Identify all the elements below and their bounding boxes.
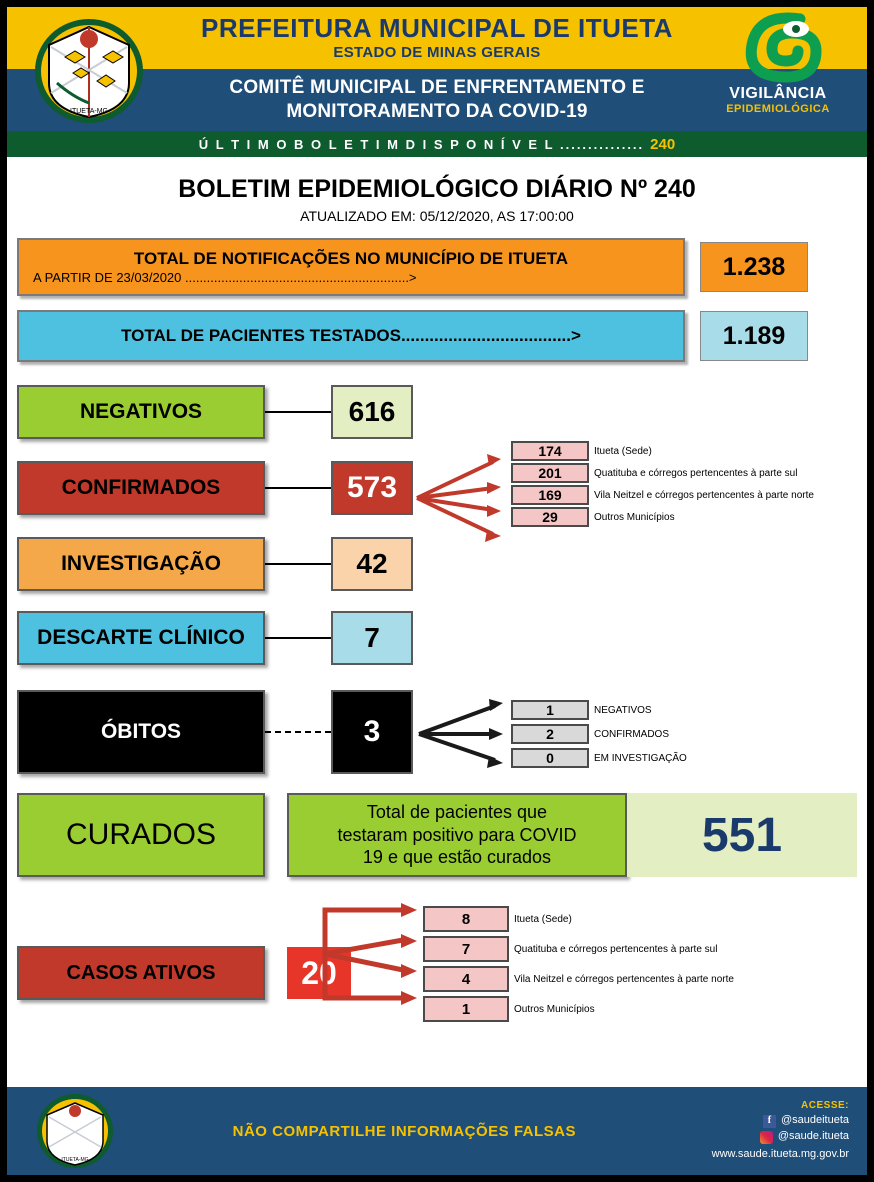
breakdown-item: [511, 698, 687, 722]
coat-of-arms-icon: [29, 13, 149, 125]
page-footer: [7, 1087, 867, 1175]
row-descarte-clinico: [17, 610, 857, 666]
breakdown-text: Itueta (Sede): [594, 445, 652, 457]
breakdown-value: 169: [511, 485, 589, 505]
breakdown-item: [511, 484, 814, 506]
breakdown-value: 1: [423, 996, 509, 1022]
total-notifications-sublabel: A PARTIR DE 23/03/2020 ..............................................................>: [33, 270, 417, 285]
value-investigacao: 42: [331, 537, 413, 591]
total-tested-bar: [17, 310, 685, 362]
vigilancia-emblem-icon: [730, 11, 826, 83]
breakdown-text: Vila Neitzel e córregos pertencentes à parte norte: [594, 489, 814, 501]
vigilancia-label-2: EPIDEMIOLÓGICA: [726, 103, 830, 115]
row-casos-ativos: [17, 904, 857, 1018]
value-obitos: 3: [331, 690, 413, 774]
breakdown-text: NEGATIVOS: [594, 704, 652, 716]
svg-text:ITUETA-MG: ITUETA-MG: [70, 108, 108, 115]
connector-line: [265, 411, 331, 413]
last-bulletin-number: 240: [650, 135, 676, 153]
breakdown-text: Quatituba e córregos pertencentes à parte sul: [594, 467, 798, 479]
svg-text:ITUETA-MG: ITUETA-MG: [61, 1157, 89, 1163]
committee-line-1: COMITÊ MUNICIPAL DE ENFRENTAMENTO E: [229, 77, 645, 99]
breakdown-item: [423, 994, 734, 1024]
breakdown-item: [511, 506, 814, 528]
footer-website[interactable]: www.saude.itueta.mg.gov.br: [711, 1148, 849, 1161]
facebook-icon: f: [763, 1115, 776, 1128]
breakdown-item: [511, 746, 687, 770]
curados-desc-line-3: 19 e que estão curados: [362, 847, 552, 868]
total-notifications-row: [17, 238, 857, 296]
connector-line-dashed: [265, 731, 331, 733]
connector-line: [265, 637, 331, 639]
row-curados: [17, 792, 857, 878]
breakdown-value: 0: [511, 748, 589, 768]
breakdown-item: [511, 722, 687, 746]
value-curados: 551: [627, 793, 857, 877]
breakdown-item: [511, 462, 814, 484]
last-bulletin-label: Ú L T I M O B O L E T I M D I S P O N Í V E L ...............: [198, 136, 645, 152]
total-tested-label: TOTAL DE PACIENTES TESTADOS....................................>: [121, 326, 581, 345]
obitos-breakdown: [511, 698, 687, 770]
value-negativos: 616: [331, 385, 413, 439]
page-header: [7, 7, 867, 157]
breakdown-item: [423, 904, 734, 934]
connector-line: [265, 563, 331, 565]
value-descarte-clinico: 7: [331, 611, 413, 665]
row-investigacao: [17, 536, 857, 592]
vigilancia-label-1: VIGILÂNCIA: [729, 85, 827, 102]
breakdown-item: [511, 440, 814, 462]
instagram-icon: [760, 1131, 773, 1144]
breakdown-value: 4: [423, 966, 509, 992]
total-notifications-value: 1.238: [700, 242, 808, 292]
breakdown-value: 29: [511, 507, 589, 527]
value-confirmados: 573: [331, 461, 413, 515]
bulletin-body: [7, 157, 867, 1018]
breakdown-item: [423, 964, 734, 994]
breakdown-value: 2: [511, 724, 589, 744]
footer-instagram[interactable]: [712, 1129, 849, 1145]
breakdown-value: 174: [511, 441, 589, 461]
total-tested-row: [17, 310, 857, 362]
connector-line: [265, 487, 331, 489]
footer-contacts: [712, 1099, 849, 1163]
label-descarte-clinico: DESCARTE CLÍNICO: [17, 611, 265, 665]
last-bulletin-band: [7, 131, 867, 157]
row-confirmados: [17, 443, 857, 525]
bulletin-title: BOLETIM EPIDEMIOLÓGICO DIÁRIO Nº 240: [178, 175, 696, 203]
footer-facebook[interactable]: [712, 1113, 849, 1129]
breakdown-text: Itueta (Sede): [514, 913, 572, 925]
breakdown-text: Outros Municípios: [514, 1003, 595, 1015]
vigilancia-logo: [703, 11, 853, 129]
label-investigacao: INVESTIGAÇÃO: [17, 537, 265, 591]
footer-access-label: ACESSE:: [801, 1099, 849, 1111]
label-obitos: ÓBITOS: [17, 690, 265, 774]
bulletin-updated: ATUALIZADO EM: 05/12/2020, AS 17:00:00: [300, 208, 574, 224]
breakdown-item: [423, 934, 734, 964]
casos-ativos-breakdown: [423, 904, 734, 1024]
breakdown-text: Outros Municípios: [594, 511, 675, 523]
label-curados: CURADOS: [17, 793, 265, 877]
value-casos-ativos: 20: [287, 947, 351, 999]
facebook-handle: @saudeitueta: [780, 1114, 849, 1127]
breakdown-text: Vila Neitzel e córregos pertencentes à parte norte: [514, 973, 734, 985]
label-confirmados: CONFIRMADOS: [17, 461, 265, 515]
row-obitos: [17, 690, 857, 774]
committee-line-2: MONITORAMENTO DA COVID-19: [286, 101, 588, 122]
curados-description: [287, 793, 627, 877]
total-notifications-bar: [17, 238, 685, 296]
total-tested-value: 1.189: [700, 311, 808, 361]
confirmados-breakdown: [511, 440, 814, 528]
breakdown-text: Quatituba e córregos pertencentes à parte sul: [514, 943, 718, 955]
breakdown-text: CONFIRMADOS: [594, 728, 669, 740]
breakdown-value: 201: [511, 463, 589, 483]
breakdown-value: 1: [511, 700, 589, 720]
page-title: PREFEITURA MUNICIPAL DE ITUETA: [201, 12, 673, 43]
label-casos-ativos: CASOS ATIVOS: [17, 946, 265, 1000]
obitos-arrows: [413, 694, 523, 778]
row-negativos: [17, 384, 857, 440]
breakdown-value: 7: [423, 936, 509, 962]
curados-desc-line-1: Total de pacientes que: [366, 802, 548, 823]
instagram-handle: @saude.itueta: [777, 1130, 849, 1143]
breakdown-value: 8: [423, 906, 509, 932]
breakdown-text: EM INVESTIGAÇÃO: [594, 752, 687, 764]
footer-message: NÃO COMPARTILHE INFORMAÇÕES FALSAS: [232, 1122, 576, 1140]
page-subtitle: ESTADO DE MINAS GERAIS: [333, 44, 541, 62]
curados-desc-line-2: testaram positivo para COVID: [337, 824, 577, 845]
total-notifications-label: TOTAL DE NOTIFICAÇÕES NO MUNICÍPIO DE ITUETA: [133, 249, 569, 268]
label-negativos: NEGATIVOS: [17, 385, 265, 439]
